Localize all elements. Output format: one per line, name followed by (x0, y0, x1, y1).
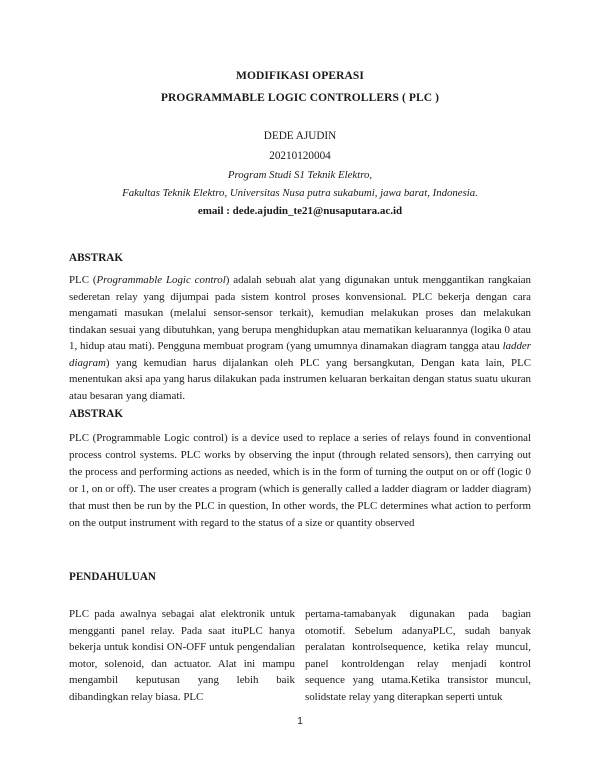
intro-column-left: PLC pada awalnya sebagai alat elektronik untuk mengganti panel relay. Pada saat ituPLC hanya bekerja untuk kondisi ON-OFF untuk pengendalian motor, solenoid, dan actuator. Alat ini mampu mengambil keputusan yang lebih baik dibandingkan relay biasa. PLC (69, 608, 295, 703)
author-name: DEDE AJUDIN (263, 130, 337, 142)
author-program: Program Studi S1 Teknik Elektro, (227, 169, 373, 181)
abstract-id-text-3: ) yang kemudian harus dijalankan oleh PLC yang bersangkutan, Dengan kata lain, PLC menentukan aksi apa yang harus dilakukan pada instrumen keluaran berkaitan dengan status suatu ukuran atau besaran yang diamati. (69, 356, 531, 402)
abstract-id-italic-2: ladder diagram (69, 340, 531, 369)
abstract-id-italic-1: Programmable Logic control (96, 274, 226, 286)
abstract-en-paragraph: PLC (Programmable Logic control) is a device used to replace a series of relays found in conventional process control systems. PLC works by observing the input (through related sensors), then carrying out the process and performing actions as needed, which is in the form of turning the output on or off (logic 0 or 1, on or off). The user creates a program (which is generally called a ladder diagram or ladder diagram) that must then be run by the PLC in question, In other words, the PLC determines what action to perform on the output instrument with regard to the status of a size or quantity observed (69, 432, 531, 529)
abstract-id-paragraph (69, 272, 531, 404)
abstract-id-text-1: PLC ( (69, 274, 97, 286)
abstract-en-heading: ABSTRAK (69, 408, 124, 420)
abstract-id-heading: ABSTRAK (69, 252, 124, 264)
author-email: email : dede.ajudin_te21@nusaputara.ac.id (197, 205, 403, 217)
author-faculty: Fakultas Teknik Elektro, Universitas Nusa putra sukabumi, jawa barat, Indonesia. (122, 187, 478, 199)
title-line-2: PROGRAMMABLE LOGIC CONTROLLERS ( PLC ) (160, 92, 440, 104)
author-id: 20210120004 (269, 150, 331, 162)
intro-heading: PENDAHULUAN (69, 571, 157, 583)
abstract-id-text-2: ) adalah sebuah alat yang digunakan untuk menggantikan rangkaian sederetan relay yang dijumpai pada sistem kontrol proses konvensional. PLC bekerja dengan cara mengamati masukan (melalui sensor-sensor terkait), kemudian melakukan proses dan melakukan tindakan sesuai yang dibutuhkan, yang berupa menghidupkan atau mematikan keluarannya (logika 0 atau 1, hidup atau mati). Pengguna membuat program (yang umumnya dinamakan diagram tangga atau (69, 274, 531, 352)
title-line-1: MODIFIKASI OPERASI (236, 70, 364, 82)
intro-column-right: pertama-tamabanyak digunakan pada bagian otomotif. Sebelum adanyaPLC, sudah banyak peralatan kontrolsequence, ketika relay muncul, panel kontroldengan relay menjadi kontrol sequence yang utama.Ketika transistor muncul, solidstate relay yang diterapkan seperti untuk (305, 608, 531, 703)
page-number: 1 (297, 716, 303, 727)
